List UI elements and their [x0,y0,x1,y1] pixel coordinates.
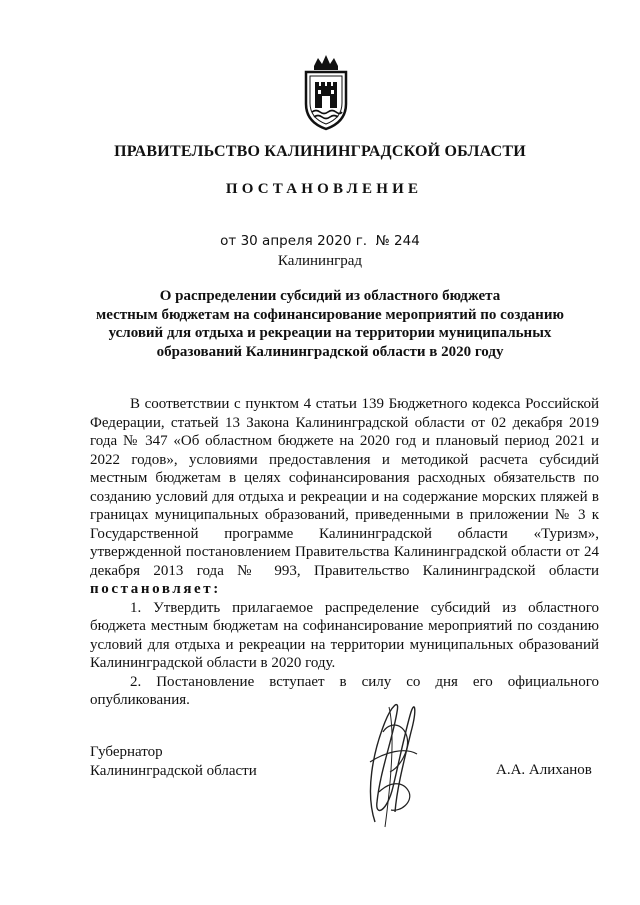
intro-paragraph [90,395,599,599]
document-title [90,287,570,361]
intro-text: В соответствии с пунктом 4 статьи 139 Бюджетного кодекса Российской Федерации, статьей 13 Закона Калининградской области от 02 декабря 2019 года № 347 «Об областном бюджете на 2020 год и плановый период 2021 и 2022 годов», условиями предоставления и методикой расчета субсидий местным бюджетам в целях софинансирования расходных обязательств по созданию условий для отдыха и рекреации и на содержание морских пляжей в границах муниципальных образований, приведенными в приложении № 3 к Государственной программе Калининградской области «Туризм», утвержденной постановлением Правительства Калининградской области от 24 декабря 2013 года № 993, Правительство Калининградской области [90,396,599,579]
signer-position-line1: Губернатор [90,744,163,760]
organization-name: ПРАВИТЕЛЬСТВО КАЛИНИНГРАДСКОЙ ОБЛАСТИ [114,143,526,160]
number-sign: № [375,233,390,249]
title-line: образований Калининградской области в 2020 году [156,343,504,360]
document-number: 244 [394,233,420,249]
signer-position-line2: Калининградской области [90,763,257,779]
date-prefix: от [220,233,237,249]
date-number-line [0,233,640,249]
coat-of-arms-emblem [300,52,352,132]
signer-name: А.А. Алиханов [496,762,592,778]
document-body [90,395,599,710]
city-name: Калининград [277,253,363,269]
handwritten-signature [345,692,430,832]
item-2-paragraph: 2. Постановление вступает в силу со дня его официального опубликования. [90,673,599,708]
title-line: местным бюджетам на софинансирование мероприятий по созданию [96,306,564,323]
document-date: 30 апреля 2020 г. [240,233,368,249]
document-type: ПОСТАНОВЛЕНИЕ [225,181,423,197]
title-line: О распределении субсидий из областного бюджета [159,288,501,304]
signer-position [90,743,257,781]
decree-word: постановляет: [90,581,221,597]
item-1-paragraph: 1. Утвердить прилагаемое распределение субсидий из областного бюджета местным бюджетам на софинансирование мероприятий по созданию условий для отдыха и рекреации на территории муниципальных образований Калининградской области в 2020 году. [90,599,599,671]
title-line: условий для отдыха и рекреации на территории муниципальных [108,325,552,341]
